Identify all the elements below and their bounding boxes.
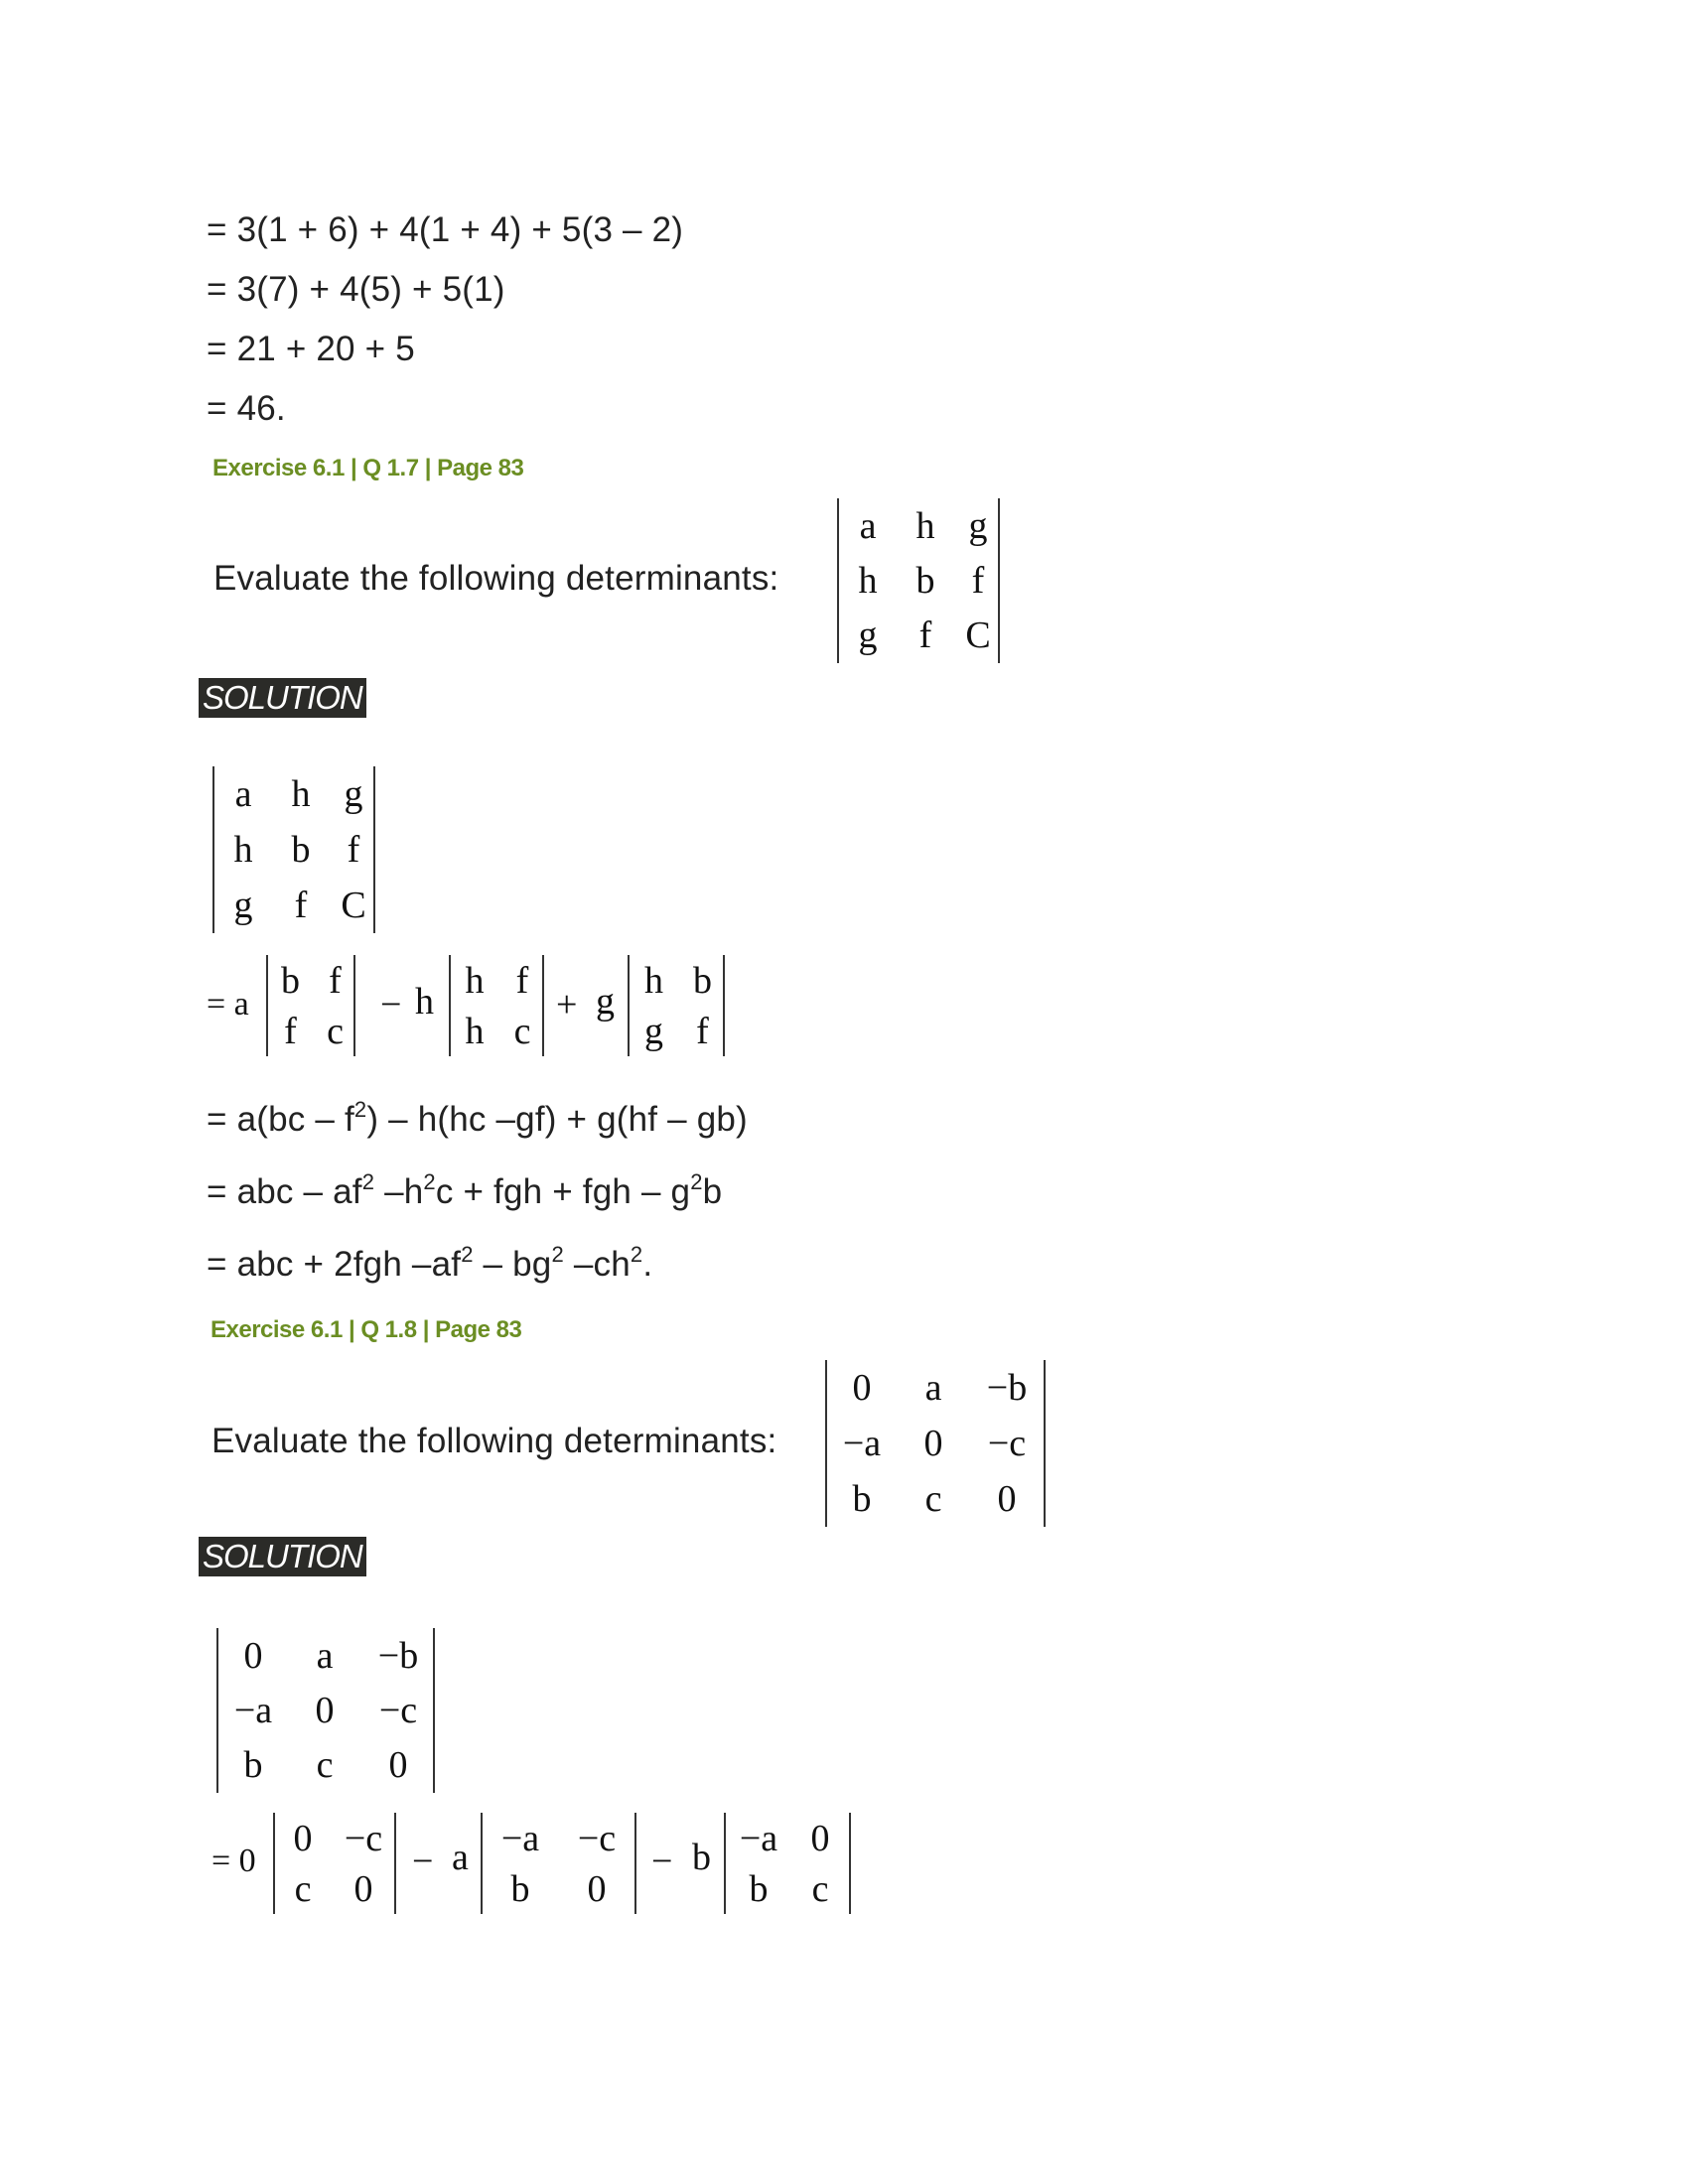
step-text: = abc – af [207,1172,362,1211]
step-text: c + fgh + fgh – g [435,1172,691,1211]
matrix-cell: 0 [997,1478,1017,1520]
matrix-cell: g [344,773,363,815]
step-text: = a(bc – f [207,1100,354,1139]
step-text: = abc + 2fgh –af [207,1245,462,1284]
matrix-cell: h [465,1010,485,1052]
solution-step: = 21 + 20 + 5 [207,330,415,368]
exponent: 2 [690,1169,703,1194]
exponent: 2 [630,1242,643,1267]
exercise-label: Exercise 6.1 | Q 1.8 | Page 83 [211,1316,522,1343]
question-prompt: Evaluate the following determinants: [213,559,779,598]
minor-determinant [628,955,725,1056]
solution-step: = 3(7) + 4(5) + 5(1) [207,270,505,309]
matrix-cell: −a [500,1817,540,1859]
matrix-cell: c [924,1478,942,1520]
minor-determinant [273,1813,396,1914]
expansion-coefficient: g [596,981,615,1023]
expansion-operator: − [380,984,402,1025]
exponent: 2 [551,1242,564,1267]
expansion-operator: − [651,1841,673,1882]
matrix-cell: h [465,959,485,1002]
expansion-prefix: = a [207,986,249,1023]
matrix-cell: f [696,1010,709,1052]
matrix-cell: b [693,959,712,1002]
matrix-cell: f [294,885,308,926]
exponent: 2 [353,1097,367,1122]
matrix-cell: 0 [243,1634,263,1677]
minor-determinant [724,1813,851,1914]
matrix-cell: a [924,1367,942,1409]
question-prompt: Evaluate the following determinants: [211,1422,777,1460]
exponent: 2 [423,1169,436,1194]
matrix-cell: −a [739,1817,778,1859]
matrix-cell: b [243,1744,263,1787]
matrix-cell: g [644,1010,663,1052]
step-text: ) – h(hc –gf) + g(hf – gb) [366,1100,748,1139]
matrix-cell: 0 [315,1689,335,1731]
matrix-cell: h [233,829,253,871]
solution-step [207,1169,723,1211]
expansion-operator: − [412,1841,434,1882]
matrix-cell: 0 [810,1817,830,1859]
exponent: 2 [361,1169,375,1194]
question-determinant [825,1360,1046,1527]
matrix-cell: g [233,885,253,926]
matrix-cell: f [284,1010,297,1052]
matrix-cell: h [858,559,878,602]
exercise-label: Exercise 6.1 | Q 1.7 | Page 83 [212,455,524,481]
matrix-cell: C [341,885,366,926]
solution-step [207,1097,748,1139]
step-text: – bg [473,1245,552,1284]
matrix-cell: f [971,559,985,602]
matrix-cell: 0 [852,1367,872,1409]
matrix-cell: 0 [293,1817,313,1859]
matrix-cell: b [915,559,935,602]
solution-step: = 3(1 + 6) + 4(1 + 4) + 5(3 – 2) [207,210,684,249]
expansion-coefficient: a [452,1837,469,1878]
expansion-coefficient: b [692,1837,711,1878]
matrix-cell: −c [378,1689,418,1731]
step-text: b [702,1172,723,1211]
solution-determinant [216,1628,435,1793]
solution-badge: SOLUTION [199,678,366,718]
matrix-cell: −b [986,1367,1028,1409]
matrix-cell: f [347,829,360,871]
matrix-cell: 0 [587,1867,607,1910]
expansion-prefix: = 0 [211,1843,256,1879]
solution-step: = 46. [207,389,286,428]
matrix-cell: h [915,504,935,547]
matrix-cell: 0 [388,1744,408,1787]
step-text: –h [374,1172,424,1211]
matrix-cell: c [316,1744,334,1787]
matrix-cell: c [513,1010,531,1052]
solution-determinant [212,766,375,933]
matrix-cell: g [858,614,878,657]
matrix-cell: −a [842,1423,882,1464]
matrix-cell: −b [377,1634,419,1677]
matrix-cell: g [968,504,988,547]
question-determinant [837,498,1000,663]
matrix-cell: a [316,1634,334,1677]
matrix-cell: 0 [353,1867,373,1910]
matrix-cell: −a [233,1689,273,1731]
exponent: 2 [461,1242,474,1267]
matrix-cell: a [234,773,252,815]
matrix-cell: b [749,1867,769,1910]
matrix-cell: f [918,614,932,657]
expansion-coefficient: h [415,981,434,1023]
matrix-cell: h [644,959,663,1002]
matrix-cell: b [291,829,311,871]
solution-badge: SOLUTION [199,1537,366,1576]
matrix-cell: −c [577,1817,617,1859]
step-text: . [642,1245,653,1284]
matrix-cell: C [965,614,991,657]
matrix-cell: c [327,1010,344,1052]
matrix-cell: −c [987,1423,1027,1464]
matrix-cell: b [852,1478,872,1520]
matrix-cell: c [811,1867,829,1910]
step-text: –ch [563,1245,631,1284]
minor-determinant [481,1813,636,1914]
matrix-cell: h [291,773,311,815]
solution-step [207,1242,653,1284]
matrix-cell: c [294,1867,312,1910]
matrix-cell: b [281,959,300,1002]
minor-determinant [266,955,355,1056]
matrix-cell: b [510,1867,530,1910]
expansion-operator: + [556,984,578,1025]
matrix-cell: −c [344,1817,383,1859]
matrix-cell: a [859,504,877,547]
matrix-cell: f [515,959,529,1002]
matrix-cell: f [329,959,342,1002]
matrix-cell: 0 [923,1423,943,1464]
minor-determinant [449,955,544,1056]
